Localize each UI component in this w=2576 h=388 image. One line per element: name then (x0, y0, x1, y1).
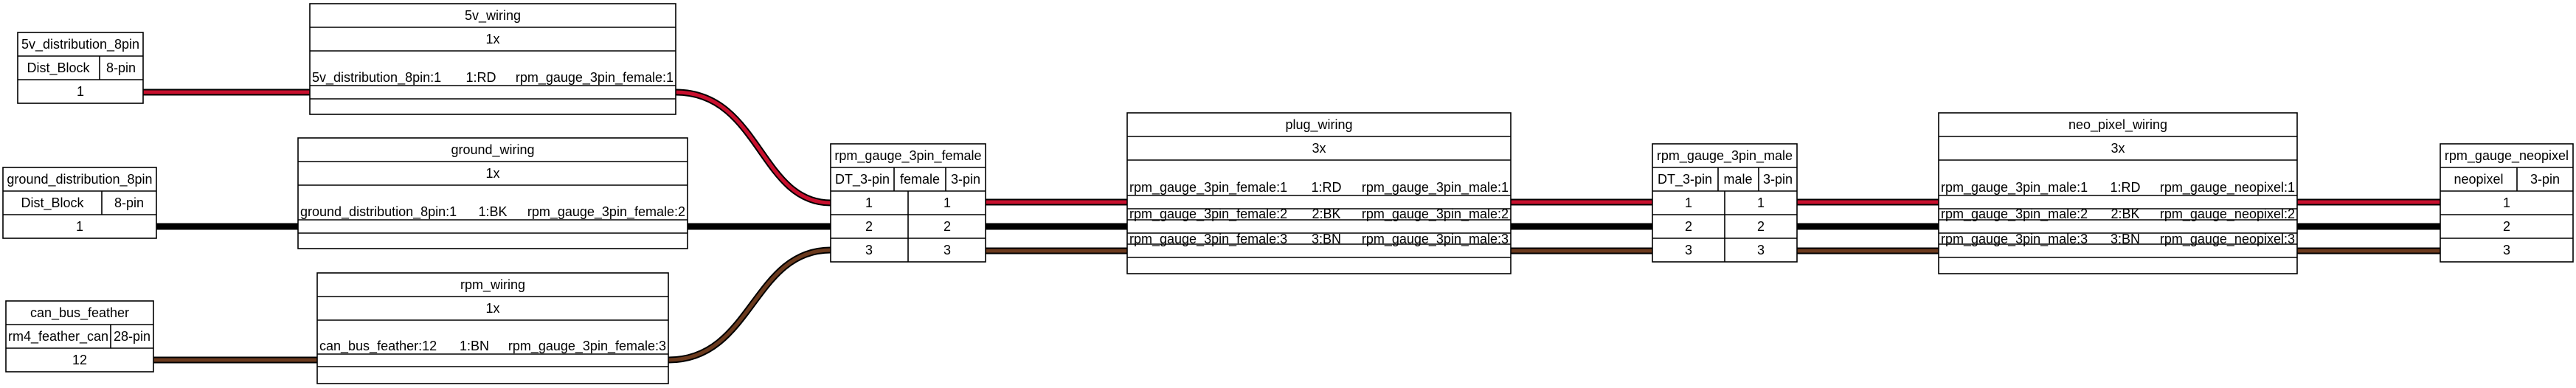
cable-from: rpm_gauge_3pin_male:1 (1941, 180, 2088, 195)
cable-from: rpm_gauge_3pin_female:2 (1129, 207, 1288, 221)
connector-title: rpm_gauge_3pin_female (834, 148, 982, 163)
cable-qty: 1x (485, 301, 500, 316)
connector-pin: 1 (75, 219, 84, 234)
cable-plug-wiring (1127, 113, 1511, 274)
connector-type: neopixel (2454, 172, 2504, 187)
cable-to: rpm_gauge_neopixel:1 (2159, 180, 2295, 195)
cable-title: 5v_wiring (464, 8, 522, 23)
connector-gender: male (1723, 172, 1753, 187)
cable-qty: 1x (485, 166, 500, 181)
cable-wire-label: 1:BK (478, 204, 508, 219)
connector-pin: 12 (72, 353, 88, 367)
cable-wire-label: 1:RD (465, 70, 496, 85)
cable-from: rpm_gauge_3pin_male:2 (1941, 207, 2088, 221)
connector-type: DT_3-pin (1657, 172, 1713, 187)
cable-wire-label: 3:BN (1311, 232, 1342, 246)
connector-pin-left: 2 (1684, 219, 1693, 234)
cable-to: rpm_gauge_neopixel:2 (2159, 207, 2295, 221)
connector-rpm-gauge-3pin-male (1652, 144, 1797, 262)
connector-pin: 2 (2502, 219, 2511, 234)
connector-title: rpm_gauge_neopixel (2444, 148, 2569, 163)
cable-to: rpm_gauge_3pin_male:3 (1361, 232, 1509, 246)
connector-pin-right: 1 (943, 195, 952, 210)
cable-qty: 3x (2111, 141, 2125, 156)
connector-ground-distribution (3, 167, 156, 238)
connector-pin-left: 1 (865, 195, 873, 210)
connector-title: rpm_gauge_3pin_male (1656, 148, 1793, 163)
connector-subtype: 8-pin (105, 60, 136, 75)
connector-title: ground_distribution_8pin (7, 172, 153, 187)
cable-neo-pixel-wiring (1939, 113, 2297, 274)
cable-5v-wiring (310, 4, 676, 114)
connector-pin-right: 2 (943, 219, 952, 234)
connector-subtype: 3-pin (2530, 172, 2561, 187)
cable-to: rpm_gauge_3pin_male:1 (1361, 180, 1509, 195)
cable-to: rpm_gauge_3pin_male:2 (1361, 207, 1509, 221)
connector-type: rm4_feather_can (7, 329, 109, 344)
cable-qty: 3x (1312, 141, 1326, 156)
connector-pin-right: 1 (1756, 195, 1765, 210)
cable-from: can_bus_feather:12 (319, 339, 437, 353)
connector-can-bus-feather (6, 301, 153, 372)
cable-title: rpm_wiring (460, 277, 526, 292)
cable-title: neo_pixel_wiring (2068, 117, 2168, 132)
connector-subtype: 28-pin (113, 329, 151, 344)
cable-wire-label: 1:BN (459, 339, 490, 353)
connector-title: can_bus_feather (30, 305, 130, 320)
connector-subtype: 3-pin (1762, 172, 1793, 187)
cable-from: rpm_gauge_3pin_female:3 (1129, 232, 1288, 246)
connector-pin-right: 3 (943, 243, 952, 257)
connector-pin-left: 2 (865, 219, 873, 234)
cable-qty: 1x (485, 32, 500, 46)
cable-from: rpm_gauge_3pin_female:1 (1129, 180, 1288, 195)
cable-rpm-wiring (317, 273, 668, 384)
connector-pin: 1 (76, 84, 85, 99)
connector-pin: 3 (2502, 243, 2511, 257)
cable-title: ground_wiring (451, 142, 535, 157)
connector-pin-left: 1 (1684, 195, 1693, 210)
cable-from: 5v_distribution_8pin:1 (312, 70, 442, 85)
cable-wire-label: 1:RD (1311, 180, 1342, 195)
connector-pin-left: 3 (1684, 243, 1693, 257)
connector-type: Dist_Block (27, 60, 90, 75)
cable-wire-label: 3:BN (2110, 232, 2141, 246)
cable-to: rpm_gauge_3pin_female:1 (515, 70, 674, 85)
connector-pin: 1 (2502, 195, 2511, 210)
connector-5v-distribution (18, 32, 143, 103)
connector-type: DT_3-pin (834, 172, 890, 187)
connector-type: Dist_Block (21, 195, 84, 210)
connector-subtype: 3-pin (950, 172, 981, 187)
cable-title: plug_wiring (1285, 117, 1353, 132)
cable-ground-wiring (298, 138, 688, 249)
cable-to: rpm_gauge_neopixel:3 (2159, 232, 2295, 246)
connector-gender: female (899, 172, 941, 187)
cable-wire-label: 2:BK (1312, 207, 1341, 221)
connector-pin-right: 2 (1756, 219, 1765, 234)
cable-to: rpm_gauge_3pin_female:2 (527, 204, 685, 219)
connector-pin-left: 3 (865, 243, 873, 257)
cable-wire-label: 2:BK (2111, 207, 2140, 221)
connector-rpm-gauge-3pin-female (831, 144, 986, 262)
connector-subtype: 8-pin (114, 195, 145, 210)
cable-wire-label: 1:RD (2110, 180, 2141, 195)
connector-title: 5v_distribution_8pin (21, 37, 140, 52)
connector-pin-right: 3 (1756, 243, 1765, 257)
cable-from: rpm_gauge_3pin_male:3 (1941, 232, 2088, 246)
connector-rpm-gauge-neopixel (2440, 144, 2573, 262)
cable-from: ground_distribution_8pin:1 (300, 204, 457, 219)
cable-to: rpm_gauge_3pin_female:3 (508, 339, 666, 353)
